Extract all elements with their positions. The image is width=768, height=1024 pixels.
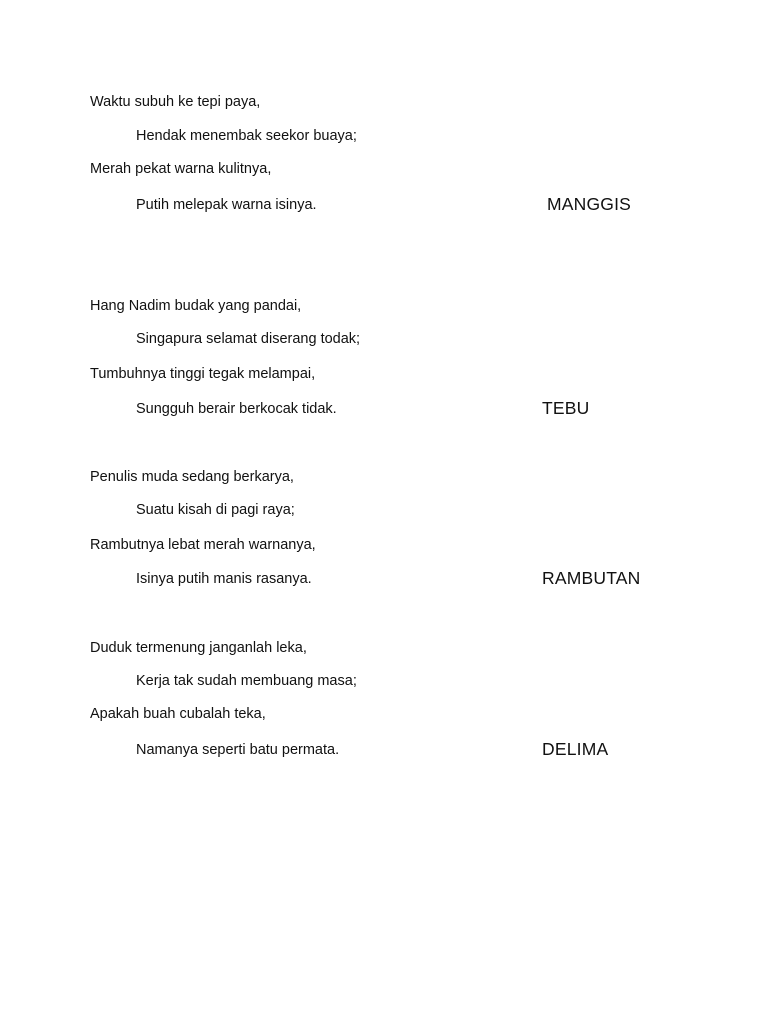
stanza-1-line-4: Putih melepak warna isinya. (136, 197, 317, 213)
stanza-1-line-1: Waktu subuh ke tepi paya, (90, 94, 261, 110)
stanza-3-line-1: Penulis muda sedang berkarya, (90, 469, 294, 485)
stanza-2-line-3: Tumbuhnya tinggi tegak melampai, (90, 366, 316, 382)
stanza-3-line-4: Isinya putih manis rasanya. (136, 571, 312, 587)
stanza-2-line-2: Singapura selamat diserang todak; (136, 331, 361, 347)
stanza-2-line-4: Sungguh berair berkocak tidak. (136, 401, 337, 417)
stanza-2-line-1: Hang Nadim budak yang pandai, (90, 298, 302, 314)
stanza-3-answer: RAMBUTAN (542, 568, 641, 588)
stanza-4-line-3: Apakah buah cubalah teka, (90, 706, 266, 722)
stanza-1-line-2: Hendak menembak seekor buaya; (136, 128, 357, 144)
stanza-3-line-3: Rambutnya lebat merah warnanya, (90, 537, 316, 553)
stanza-3-line-2: Suatu kisah di pagi raya; (136, 502, 295, 518)
stanza-4-line-1: Duduk termenung janganlah leka, (90, 640, 307, 656)
stanza-1-line-3: Merah pekat warna kulitnya, (90, 161, 272, 177)
stanza-4-answer: DELIMA (542, 739, 609, 759)
stanza-2-answer: TEBU (542, 398, 590, 418)
stanza-4-line-4: Namanya seperti batu permata. (136, 742, 340, 758)
stanza-4-line-2: Kerja tak sudah membuang masa; (136, 673, 357, 689)
stanza-1-answer: MANGGIS (547, 194, 632, 214)
